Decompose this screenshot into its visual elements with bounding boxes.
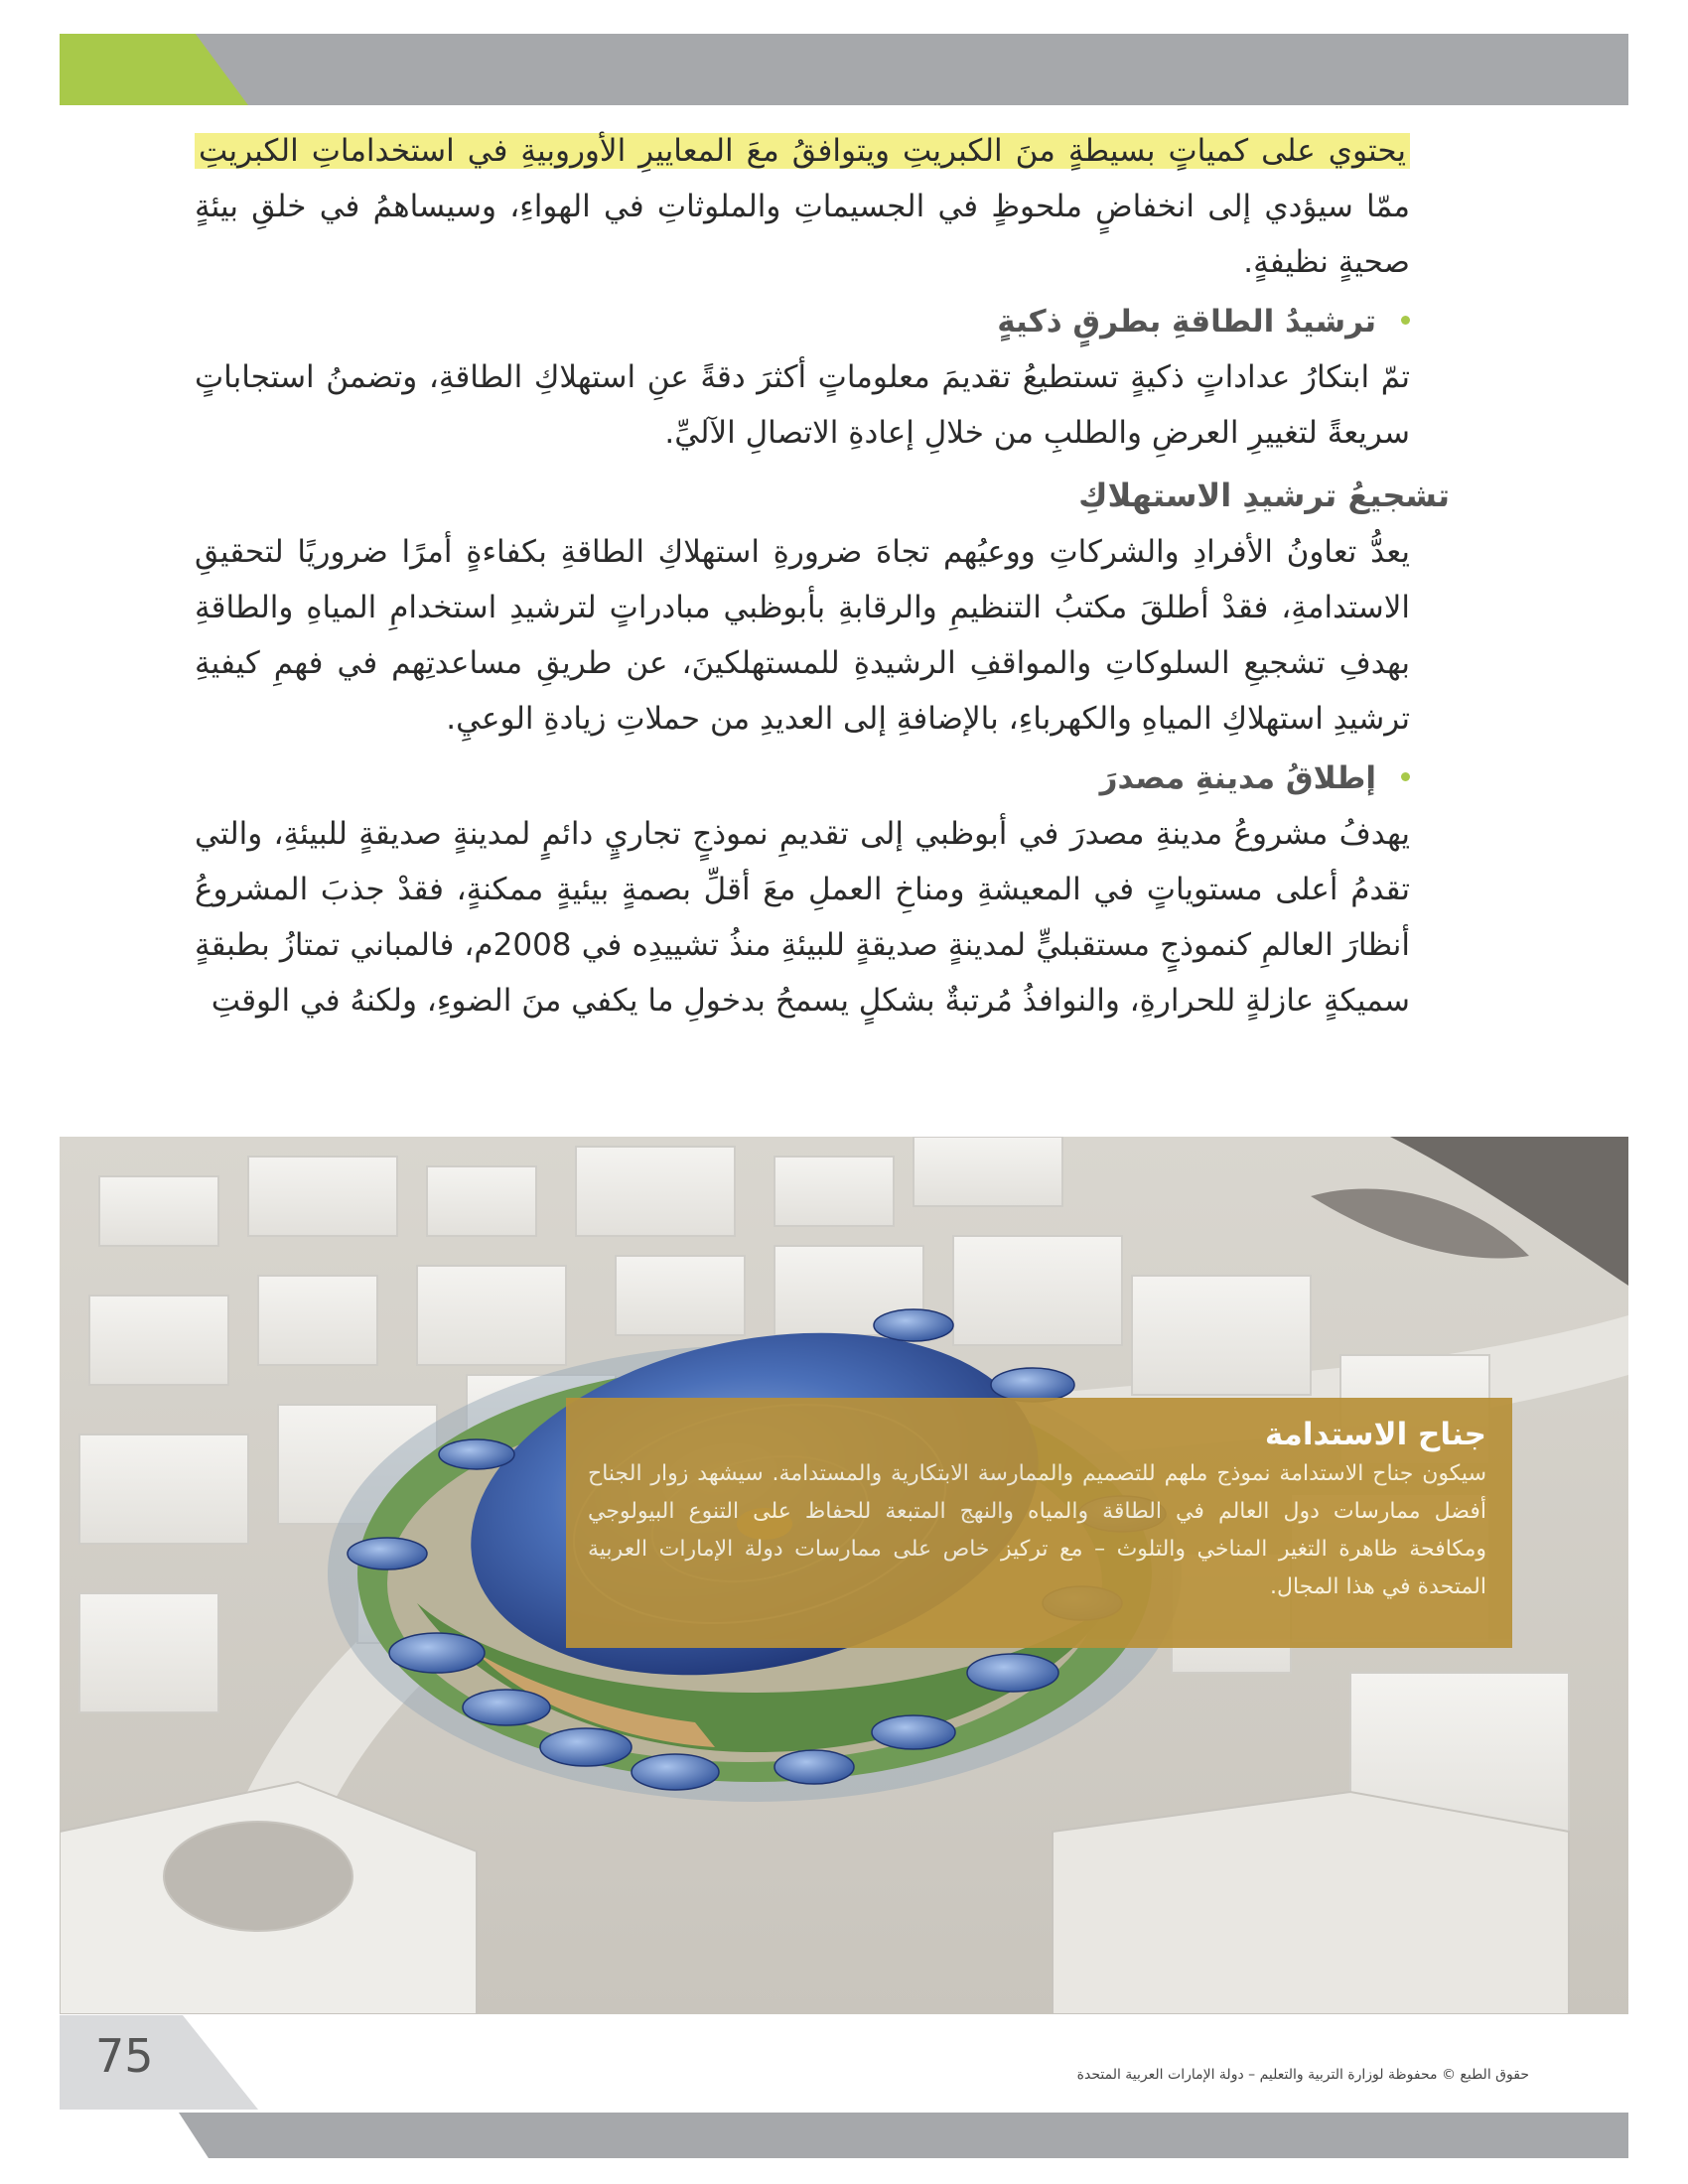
continued-paragraph: ممّا سيؤدي إلى انخفاضٍ ملحوظٍ في الجسيماتِ والملوثاتِ في الهواءِ، وسيساهمُ في خلقِ بيئةٍ صحيةٍ نظيفةٍ. — [195, 189, 1410, 280]
caption-title: جناح الاستدامة — [1264, 1417, 1486, 1452]
caption-box — [566, 1398, 1512, 1648]
bullet-smart-energy-text: تمّ ابتكارُ عداداتٍ ذكيةٍ تستطيعُ تقديمَ معلوماتٍ أكثرَ دقةً عنِ استهلاكِ الطاقةِ، وتضمنُ استجاباتٍ سريعةً لتغييرِ العرضِ والطلبِ من خلالِ إعادةِ الاتصالِ الآليِّ. — [195, 359, 1410, 451]
section-title-consumption: تشجيعُ ترشيدِ الاستهلاكِ — [1078, 477, 1450, 514]
bullet-dot-icon — [1401, 316, 1410, 325]
top-header-band — [60, 34, 1628, 105]
page-number: 75 — [95, 2029, 154, 2083]
copyright-notice: حقوق الطبع © محفوظة لوزارة التربية والتعليم – دولة الإمارات العربية المتحدة — [1076, 2067, 1529, 2083]
intro-paragraph — [195, 123, 1410, 290]
bullet-masdar-text: يهدفُ مشروعُ مدينةِ مصدرَ في أبوظبي إلى تقديمِ نموذجٍ تجاريٍ دائمٍ لمدينةٍ صديقةٍ للبيئةِ، والتي تقدمُ أعلى مستوياتٍ في المعيشةِ ومناخِ العملِ معَ أقلِّ بصمةٍ بيئيةٍ ممكنةٍ، فقدْ جذبَ المشروعُ أنظارَ العالمِ كنموذجٍ مستقبليٍّ لمدينةٍ صديقةٍ للبيئةِ منذُ تشييدِه في 2008م، فالمباني تمتازُ بطبقةٍ سميكةٍ عازلةٍ للحرارةِ، والنوافذُ مُرتبةٌ بشكلٍ يسمحُ بدخولِ ما يكفي منَ الضوءِ، ولكنهُ في الوقتِ — [195, 816, 1410, 1019]
bullet-dot-icon — [1401, 772, 1410, 781]
page-number-tab — [60, 2015, 258, 2110]
main-text-content — [195, 123, 1450, 1028]
bullet-masdar-title: إطلاقُ مدينةِ مصدرَ — [195, 751, 1410, 806]
bottom-footer-band — [60, 2113, 1628, 2158]
caption-text: سيكون جناح الاستدامة نموذج ملهم للتصميم والممارسة الابتكارية والمستدامة. سيشهد زوار الجناح أفضل ممارسات دول العالم في الطاقة والمياه والنهج المتبعة للحفاظ على التنوع البيولوجي ومكافحة ظاهرة التغير المناخي والتلوث – مع تركيز خاص على ممارسات دولة الإمارات العربية المتحدة في هذا المجال. — [588, 1461, 1486, 1599]
bullet-smart-energy-title: ترشيدُ الطاقةِ بطرقٍ ذكيةٍ — [195, 294, 1410, 349]
highlighted-line: يحتوي على كمياتٍ بسيطةٍ منَ الكبريتِ ويتوافقُ معَ المعاييرِ الأوروبيةِ في استخداماتِ الكبريتِ — [195, 133, 1410, 169]
section-consumption-text: يعدُّ تعاونُ الأفرادِ والشركاتِ ووعيُهم تجاهَ ضرورةِ استهلاكِ الطاقةِ بكفاءةٍ أمرًا ضروريًا لتحقيقِ الاستدامةِ، فقدْ أطلقَ مكتبُ التنظيمِ والرقابةِ بأبوظبي مبادراتٍ لترشيدِ استخدامِ المياهِ والطاقةِ بهدفِ تشجيعِ السلوكاتِ والمواقفِ الرشيدةِ للمستهلكينَ، عن طريقِ مساعدتِهم في فهمِ كيفيةِ ترشيدِ استهلاكِ المياهِ والكهرباءِ، بالإضافةِ إلى العديدِ من حملاتِ زيادةِ الوعيِ. — [195, 534, 1410, 737]
